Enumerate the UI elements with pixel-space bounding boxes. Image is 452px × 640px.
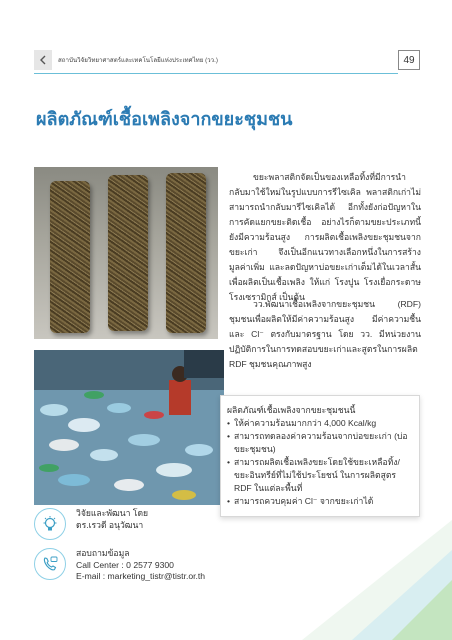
call-center[interactable]: Call Center : 0 2577 9300 bbox=[76, 559, 174, 570]
plastic-bottles-photo bbox=[34, 350, 224, 505]
header-divider bbox=[34, 73, 398, 74]
page-header bbox=[34, 50, 420, 70]
rdf-pellets-photo bbox=[34, 167, 218, 339]
features-title: ผลิตภัณฑ์เชื้อเพลิงจากขยะชุมชนนี้ bbox=[227, 405, 356, 415]
page-title: ผลิตภัณฑ์เชื้อเพลิงจากขยะชุมชน bbox=[36, 109, 293, 129]
research-credit bbox=[34, 508, 148, 540]
feature-item: • สามารถผลิตเชื้อเพลิงขยะโดยใช้ขยะเหลือทิ้ง/ขยะอินทรีย์ที่ไม่ใช้ประโยชน์ ในการผลิตสูตร RDF ในแต่ละพื้นที่ bbox=[227, 456, 413, 495]
contact-label: สอบถามข้อมูล bbox=[76, 548, 130, 558]
back-button[interactable] bbox=[34, 50, 52, 70]
features-list bbox=[227, 417, 413, 508]
development-paragraph bbox=[229, 297, 421, 372]
researcher-name: ดร.เรวดี อนุวัฒนา bbox=[76, 519, 144, 530]
lightbulb-icon bbox=[34, 508, 66, 540]
product-features-box bbox=[220, 395, 420, 517]
contact-info bbox=[34, 548, 205, 583]
bottle-pile-illustration bbox=[34, 350, 224, 505]
research-label: วิจัยและพัฒนา โดย bbox=[76, 508, 149, 518]
feature-item: • สามารถทดลองค่าความร้อนจากบ่อขยะเก่า (บ่อขยะชุมชน) bbox=[227, 430, 413, 456]
phone-chat-icon bbox=[34, 548, 66, 580]
email-link[interactable]: E-mail : marketing_tistr@tistr.or.th bbox=[76, 571, 206, 581]
paragraph-1: ขยะพลาสติกจัดเป็นของเหลือทิ้งที่มีการนำกลับมาใช้ใหม่ในรูปแบบการรีไซเคิล พลาสติกเก่าไม่สามารถนำกลับมารีไซเคิลได้ อีกทั้งยังก่อปัญหาในการคัดแยกขยะติดเชื้อ อย่างไรก็ตามขยะประเภทนี้ยังมีความร้อนสูง การผลิตเชื้อเพลิงขยะชุมชนจากขยะเก่า จึงเป็นอีกแนวทางเลือกหนึ่งในการสร้างมูลค่าเพิ่ม และลดปัญหาบ่อขยะเก่าเต็มได้ในเวลาสั้น เพื่อผลิตเป็นเชื้อเพลิง ให้แก่ โรงปูน โรงเยื่อกระดาษ โรงเซรามิกส์ เป็นต้น bbox=[229, 172, 421, 302]
page-number: 49 bbox=[398, 50, 420, 70]
decorative-corner-shapes bbox=[262, 520, 452, 640]
header-title: สถาบันวิจัยวิทยาศาสตร์และเทคโนโลยีแห่งประเทศไทย (วว.) bbox=[58, 57, 218, 64]
feature-item: • สามารถควบคุมค่า Cl⁻ จากขยะเก่าได้ bbox=[227, 495, 413, 508]
paragraph-2: วว.พัฒนาเชื้อเพลิงจากขยะชุมชน (RDF) ชุมชนเพื่อผลิตให้มีค่าความร้อนสูง มีค่าความชื้น และ Cl⁻ ตรงกับมาตรฐาน โดย วว. มีหน่วยงานปฏิบัติการในการทดสอบขยะเก่าและสูตรในการผลิต RDF ชุมชนคุณภาพสูง bbox=[229, 299, 421, 369]
rdf-pellet bbox=[50, 181, 90, 333]
rdf-pellet bbox=[166, 173, 206, 333]
rdf-pellet bbox=[108, 175, 148, 331]
intro-paragraph bbox=[229, 170, 421, 305]
feature-item: • ให้ค่าความร้อนมากกว่า 4,000 Kcal/kg bbox=[227, 417, 413, 430]
chevron-left-icon bbox=[39, 55, 47, 65]
